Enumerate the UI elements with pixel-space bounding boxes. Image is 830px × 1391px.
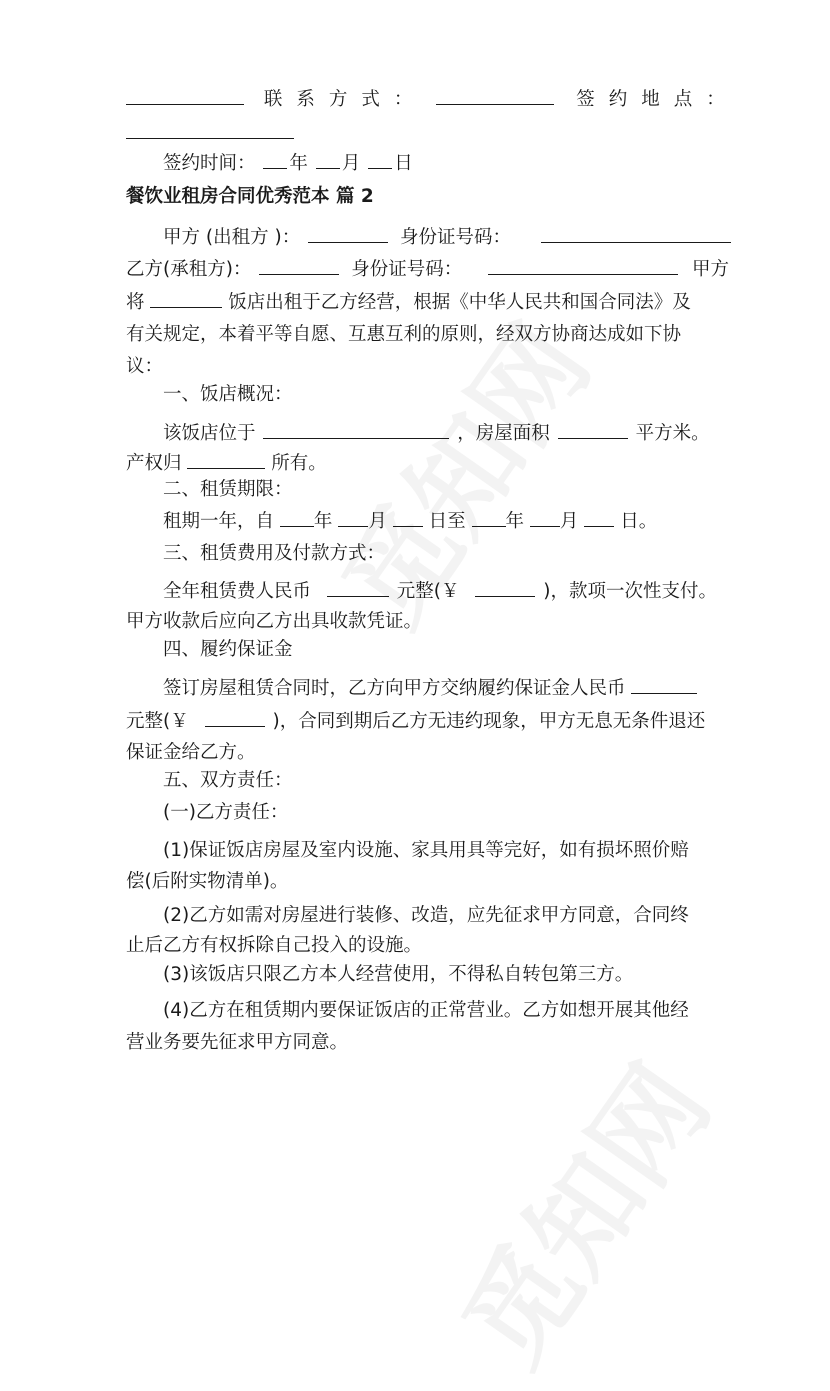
s2-term-a: 租期一年，自 xyxy=(163,511,275,532)
sign-year-blank xyxy=(263,150,287,169)
s5-i4-a: (4)乙方在租赁期内要保证饭店的正常营业。乙方如想开展其他经 xyxy=(163,1000,689,1021)
sign-time-label: 签约时间： xyxy=(163,153,256,174)
end-month-blank xyxy=(530,508,560,527)
s4-dep-a: 签订房屋租赁合同时，乙方向甲方交纳履约保证金人民币 xyxy=(163,678,626,699)
intro-line1-b: 饭店出租于乙方经营，根据《中华人民共和国合同法》及 xyxy=(228,292,691,313)
s5-item4-line-1 xyxy=(0,998,830,1024)
s3-fee-line xyxy=(0,578,830,605)
s3-fee-a: 全年租赁费人民币 xyxy=(163,581,312,602)
location-blank xyxy=(263,420,449,439)
sign-day-label: 日 xyxy=(394,153,413,174)
sign-month-label: 月 xyxy=(341,153,361,174)
hotel-name-blank xyxy=(150,289,222,308)
s2-term-line xyxy=(0,508,830,535)
s4-dep-d: 保证金给乙方。 xyxy=(126,742,256,763)
s3-heading: 三、租赁费用及付款方式： xyxy=(163,543,386,564)
s3-receipt: 甲方收款后应向乙方出具收款凭证。 xyxy=(126,611,423,632)
s3-fee-c: )，款项一次性支付。 xyxy=(543,581,718,602)
s4-heading-line xyxy=(0,637,830,663)
s2-year-2: 年 xyxy=(505,511,525,532)
intro-line-2 xyxy=(0,322,830,348)
s4-deposit-line-2 xyxy=(0,708,830,735)
end-day-blank xyxy=(584,508,614,527)
section-title xyxy=(0,184,830,210)
section-title-text: 餐饮业租房合同优秀范本 篇 2 xyxy=(126,186,374,207)
end-year-blank xyxy=(472,508,506,527)
s4-deposit-line-1 xyxy=(0,675,830,702)
sign-day-blank xyxy=(368,150,392,169)
intro-line3: 议： xyxy=(126,356,164,377)
party-b-name-blank xyxy=(259,256,339,275)
s4-dep-b: 元整(￥ xyxy=(126,711,189,732)
place-blank xyxy=(126,120,294,139)
party-a-label: 甲方 (出租方 )： xyxy=(163,227,301,248)
s5-item1-line-1 xyxy=(0,838,830,864)
contact-blank xyxy=(436,86,554,105)
sign-time-line xyxy=(0,150,830,177)
s4-deposit-line-3 xyxy=(0,740,830,766)
s1-loc-b: ，房屋面积 xyxy=(457,423,550,444)
s1-owner-line xyxy=(0,450,830,477)
s2-year-1: 年 xyxy=(313,511,333,532)
area-blank xyxy=(558,420,628,439)
s5-i1-a: (1)保证饭店房屋及室内设施、家具用具等完好，如有损坏照价赔 xyxy=(163,840,689,861)
owner-blank xyxy=(187,450,265,469)
intro-line-1 xyxy=(0,289,830,316)
s5-heading: 五、双方责任： xyxy=(163,770,293,791)
s5-item4-line-2 xyxy=(0,1030,830,1056)
s5-i4-b: 营业务要先征求甲方同意。 xyxy=(126,1032,349,1053)
s1-owner-b: 所有。 xyxy=(271,453,327,474)
deposit-blank xyxy=(631,675,697,694)
s3-fee-b: 元整(￥ xyxy=(396,581,460,602)
s2-day-end: 日。 xyxy=(620,511,658,532)
sign-year-label: 年 xyxy=(289,153,308,174)
s1-heading-line xyxy=(0,382,830,408)
s1-heading: 一、饭店概况： xyxy=(163,384,293,405)
place-label: 签约地点： xyxy=(576,89,739,110)
start-day-blank xyxy=(393,508,423,527)
party-a-name-blank xyxy=(308,224,388,243)
s5-item3-line xyxy=(0,962,830,988)
contact-label: 联系方式： xyxy=(263,89,427,110)
party-b-label: 乙方(承租方)： xyxy=(126,259,252,280)
start-month-blank xyxy=(338,508,368,527)
s5-i1-b: 偿(后附实物清单)。 xyxy=(126,871,289,892)
intro-line2: 有关规定，本着平等自愿、互惠互利的原则，经双方协商达成如下协 xyxy=(126,324,682,345)
s2-heading: 二、租赁期限： xyxy=(163,479,293,500)
party-a-id-blank xyxy=(541,224,731,243)
s5-i2-a: (2)乙方如需对房屋进行装修、改造，应先征求甲方同意，合同终 xyxy=(163,905,689,926)
place-blank-line xyxy=(0,120,830,147)
intro-line-3 xyxy=(0,354,830,380)
s5-i2-b: 止后乙方有权拆除自己投入的设施。 xyxy=(126,935,423,956)
s2-month-1: 月 xyxy=(368,511,387,532)
s1-loc-a: 该饭店位于 xyxy=(163,423,256,444)
s5-heading-line xyxy=(0,768,830,794)
deposit-number-blank xyxy=(205,708,265,727)
s3-heading-line xyxy=(0,541,830,567)
party-b-line xyxy=(0,256,830,283)
s2-heading-line xyxy=(0,477,830,503)
annual-fee-number-blank xyxy=(475,578,535,597)
party-b-id-blank xyxy=(488,256,678,275)
s1-loc-c: 平方米。 xyxy=(635,423,710,444)
annual-fee-blank xyxy=(327,578,389,597)
start-year-blank xyxy=(280,508,314,527)
s4-dep-c: )，合同到期后乙方无违约现象，甲方无息无条件退还 xyxy=(272,711,706,732)
s1-owner-a: 产权归 xyxy=(126,453,182,474)
s5-sub: (一)乙方责任： xyxy=(163,802,289,823)
sign-month-blank xyxy=(316,150,340,169)
s2-month-2: 月 xyxy=(559,511,579,532)
s5-item1-line-2 xyxy=(0,869,830,895)
s5-item2-line-2 xyxy=(0,933,830,959)
s5-sub-line xyxy=(0,800,830,826)
contact-line xyxy=(0,86,830,113)
s5-i3: (3)该饭店只限乙方本人经营使用，不得私自转包第三方。 xyxy=(163,964,634,985)
s4-heading: 四、履约保证金 xyxy=(163,639,293,660)
contact-blank-pre xyxy=(126,86,244,105)
intro-line1-a: 将 xyxy=(126,292,145,313)
party-a-id-label: 身份证号码： xyxy=(399,227,511,248)
s2-day-to: 日至 xyxy=(428,511,466,532)
party-b-id-label: 身份证号码： xyxy=(351,259,463,280)
party-b-tail: 甲方 xyxy=(692,259,730,280)
party-a-line xyxy=(0,224,830,251)
watermark-text-2 xyxy=(420,1030,739,1391)
s3-receipt-line xyxy=(0,609,830,635)
s5-item2-line-1 xyxy=(0,903,830,929)
s1-location-line xyxy=(0,420,830,447)
